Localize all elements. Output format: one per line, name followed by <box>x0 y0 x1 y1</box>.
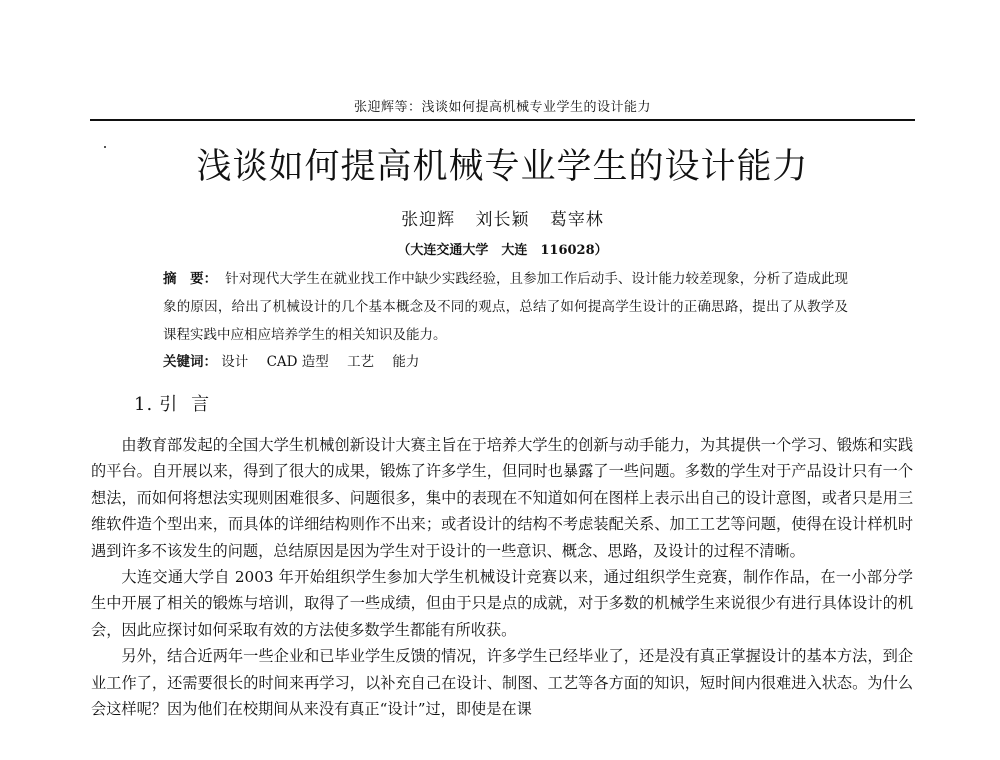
keywords <box>163 348 848 376</box>
paper-title: 浅谈如何提高机械专业学生的设计能力 <box>196 147 809 187</box>
section-heading <box>134 390 223 420</box>
section-number: 1. <box>134 394 154 415</box>
header-rule <box>90 119 915 121</box>
paragraph: 由教育部发起的全国大学生机械创新设计大赛主旨在于培养大学生的创新与动手能力，为其提供一个学习、锻炼和实践的平台。自开展以来，得到了很大的成果，锻炼了许多学生，但同时也暴露了一些问题。多数的学生对于产品设计只有一个想法，而如何将想法实现则困难很多、问题很多，集中的表现在不知道如何在图样上表示出自己的设计意图，或者只是用三维软件造个型出来，而具体的详细结构则作不出来；或者设计的结构不考虑装配关系、加工工艺等问题，使得在设计样机时遇到许多不该发生的问题，总结原因是因为学生对于设计的一些意识、概念、思路，及设计的过程不清晰。 <box>91 436 913 560</box>
keyword: 工艺 <box>347 354 375 370</box>
author-name: 张迎辉 <box>401 210 456 230</box>
author-name: 葛宰林 <box>549 210 604 230</box>
running-head: 张迎辉等：浅谈如何提高机械专业学生的设计能力 <box>353 100 651 115</box>
affiliation: （大连交通大学 大连 116028） <box>397 243 608 258</box>
body-text <box>91 432 913 722</box>
keyword: 能力 <box>392 354 420 370</box>
section-title: 引言 <box>159 394 224 415</box>
abstract-label: 摘 要： <box>163 271 218 287</box>
keyword: 设计 <box>221 354 249 370</box>
abstract <box>163 265 848 349</box>
abstract-text: 针对现代大学生在就业找工作中缺少实践经验，且参加工作后动手、设计能力较差现象，分析了造成此现象的原因，给出了机械设计的几个基本概念及不同的观点，总结了如何提高学生设计的正确思路，提出了从教学及课程实践中应相应培养学生的相关知识及能力。 <box>163 271 849 343</box>
keywords-label: 关键词： <box>163 354 217 370</box>
paragraph: 另外，结合近两年一些企业和已毕业学生反馈的情况，许多学生已经毕业了，还是没有真正掌握设计的基本方法，到企业工作了，还需要很长的时间来再学习，以补充自己在设计、制图、工艺等各方面的知识，短时间内很难进入状态。为什么会这样呢？因为他们在校期间从来没有真正“设计”过，即使是在课 <box>91 647 913 719</box>
author-list <box>90 205 915 230</box>
keyword: CAD 造型 <box>266 354 329 370</box>
paragraph: 大连交通大学自 2003 年开始组织学生参加大学生机械设计竞赛以来，通过组织学生竞赛，制作作品，在一小部分学生中开展了相关的锻炼与培训，取得了一些成绩，但由于只是点的成就，对于多数的机械学生来说很少有进行具体设计的机会，因此应探讨如何采取有效的方法使多数学生都能有所收获。 <box>91 568 913 639</box>
author-name: 刘长颖 <box>475 210 530 230</box>
